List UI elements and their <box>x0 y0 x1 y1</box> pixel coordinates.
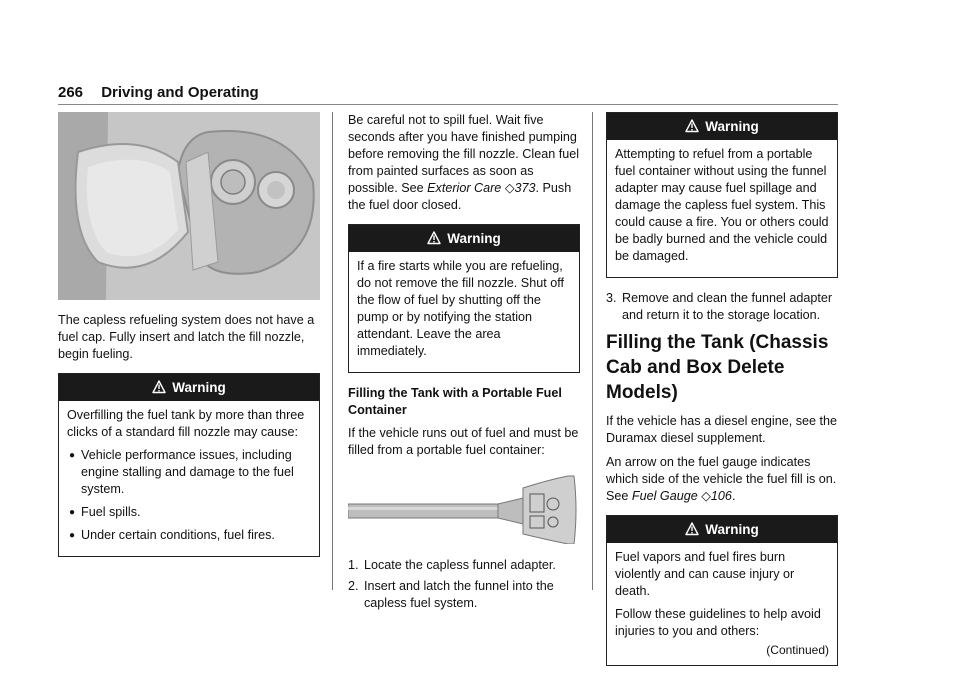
step-text: Remove and clean the funnel adapter and return it to the storage location. <box>622 291 833 322</box>
warning-icon <box>685 522 699 536</box>
bullet-icon: ● <box>69 450 76 461</box>
funnel-adapter-illustration <box>348 474 580 544</box>
fuel-gauge-link[interactable]: Fuel Gauge <box>631 489 698 503</box>
bullet-icon: ● <box>69 530 76 541</box>
step-text: Locate the capless funnel adapter. <box>364 558 556 572</box>
bullet-text: Fuel spills. <box>81 505 141 519</box>
fuel-door-illustration <box>58 112 320 300</box>
column-divider <box>592 112 593 590</box>
spill-text: Be careful not to spill fuel. Wait five seconds after you have finished pumping before removing the fill nozzle. Clean fuel from painted surfaces as soon as possible. See <box>348 113 580 195</box>
page-ref-373[interactable]: 373 <box>514 181 536 195</box>
bullet-text: Vehicle performance issues, including engine stalling and damage to the fuel system. <box>81 448 294 496</box>
bullet-icon: ● <box>69 507 76 518</box>
warning-title: Warning <box>705 522 759 537</box>
vapor-warning-box <box>606 515 838 666</box>
warning-icon <box>685 119 699 133</box>
diesel-paragraph: If the vehicle has a diesel engine, see the Duramax diesel supplement. <box>606 414 838 445</box>
fuel-gauge-text: An arrow on the fuel gauge indicates which side of the vehicle the fuel fill is on. See <box>606 455 837 503</box>
warning-text: Fuel vapors and fuel fires burn violently and can cause injury or death. <box>615 550 795 598</box>
warning-header <box>607 516 837 543</box>
bullet-text: Under certain conditions, fuel fires. <box>81 528 275 542</box>
warning-header <box>607 113 837 140</box>
column-1 <box>58 112 320 569</box>
fire-warning-box <box>348 224 580 373</box>
warning-text: Follow these guidelines to help avoid injuries to you and others: <box>615 607 821 638</box>
funnel-warning-box <box>606 112 838 278</box>
warning-body <box>59 401 319 556</box>
fuel-gauge-text-end: . <box>731 489 736 503</box>
warning-text: If a fire starts while you are refueling, do not remove the fill nozzle. Shut off the flow of fuel by shutting off the pump or by notifying the station attendant. Leave the area immediately. <box>357 259 564 358</box>
warning-header <box>349 225 579 252</box>
warning-title: Warning <box>447 231 501 246</box>
step-text: Insert and latch the funnel into the capless fuel system. <box>364 579 554 610</box>
warning-bullets <box>67 447 311 544</box>
header-rule <box>58 104 838 105</box>
steps-list-continued <box>606 290 838 324</box>
warning-title: Warning <box>705 119 759 134</box>
warning-body <box>349 252 579 372</box>
warning-text: Attempting to refuel from a portable fuel container without using the funnel adapter may cause fuel spillage and damage the capless fuel system. This could cause a fire. You or others could be badly burned and the vehicle could be damaged. <box>615 147 829 263</box>
warning-header <box>59 374 319 401</box>
column-2 <box>348 112 580 618</box>
step-number: 2. <box>348 579 359 593</box>
continued-label: (Continued) <box>766 643 829 657</box>
portable-container-subheading: Filling the Tank with a Portable Fuel Container <box>348 386 562 417</box>
page-header <box>58 84 259 101</box>
step-number: 1. <box>348 558 359 572</box>
page-number: 266 <box>58 84 84 101</box>
spill-text-end: . Push the fuel door closed. <box>348 181 572 212</box>
steps-list <box>348 557 580 612</box>
exterior-care-link[interactable]: Exterior Care <box>427 181 502 195</box>
page-ref-icon: ◇ <box>701 489 711 503</box>
warning-title: Warning <box>172 380 226 395</box>
intro-paragraph: The capless refueling system does not have a fuel cap. Fully insert and latch the fill nozzle, begin fueling. <box>58 313 315 361</box>
warning-body <box>607 543 837 665</box>
section-name: Driving and Operating <box>101 84 259 101</box>
step-number: 3. <box>606 291 617 305</box>
warning-icon <box>152 380 166 394</box>
overfill-warning-box <box>58 373 320 557</box>
step-item <box>348 557 580 574</box>
warning-body <box>607 140 837 277</box>
fuel-gauge-paragraph <box>606 454 838 505</box>
portable-container-paragraph: If the vehicle runs out of fuel and must be filled from a portable fuel container: <box>348 426 579 457</box>
warning-icon <box>427 231 441 245</box>
fuel-door-photo <box>58 112 320 300</box>
page-ref-106[interactable]: 106 <box>710 489 732 503</box>
bullet-item <box>67 447 311 498</box>
bullet-item <box>67 504 311 521</box>
step-item <box>348 578 580 612</box>
spill-paragraph <box>348 112 580 214</box>
section-title: Filling the Tank (Chassis Cab and Box Delete Models) <box>606 332 829 403</box>
page-ref-icon: ◇ <box>504 181 515 195</box>
column-divider <box>332 112 333 590</box>
step-item <box>606 290 838 324</box>
warning-text: Overfilling the fuel tank by more than three clicks of a standard fill nozzle may cause: <box>67 408 305 439</box>
bullet-item <box>67 527 311 544</box>
column-3 <box>606 112 838 678</box>
